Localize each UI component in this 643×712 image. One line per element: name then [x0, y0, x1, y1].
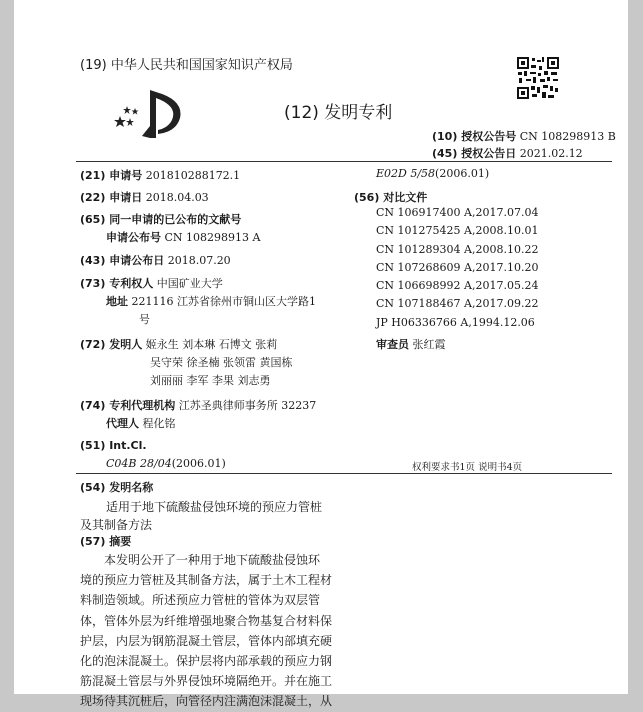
- application-number-row: [80, 167, 240, 183]
- inventors-line-2: 吴守荣 徐圣楠 张领雷 黄国栋: [150, 356, 293, 369]
- publication-date-row: [80, 252, 231, 268]
- cnipa-emblem-icon: [114, 86, 194, 140]
- pub-no-label: 申请公布号: [106, 231, 161, 244]
- reference-item: JP H06336766 A,1994.12.06: [376, 315, 535, 329]
- abstract-line: 现场待其沉桩后，向管径内注满泡沫混凝土，从: [80, 694, 333, 709]
- pub-date: 2018.07.20: [167, 254, 231, 267]
- patent-page: [14, 0, 628, 709]
- int-cl-label: (51) Int.Cl.: [80, 439, 147, 452]
- abstract-line: 化的泡沫混凝土。保护层将内部承载的预应力钢: [80, 654, 333, 669]
- inventors-label: (72) 发明人: [80, 338, 143, 351]
- title-label: (54) 发明名称: [80, 481, 154, 494]
- agent: 程化铭: [142, 417, 176, 430]
- int-cl-row: [80, 439, 147, 452]
- grant-pub-no: CN 108298913 B: [519, 130, 616, 143]
- agency: 江苏圣典律师事务所 32237: [178, 399, 317, 412]
- body-divider: [76, 473, 612, 474]
- header-divider: [76, 161, 612, 162]
- same-app-label: (65) 同一申请的已公布的文献号: [80, 213, 242, 226]
- reference-item: CN 107188467 A,2017.09.22: [376, 297, 539, 311]
- examiner-label: 审查员: [376, 338, 409, 351]
- issuing-office: (19) 中华人民共和国国家知识产权局: [80, 58, 293, 73]
- address-row: [106, 293, 316, 309]
- patentee: 中国矿业大学: [156, 277, 223, 290]
- int-cl-1: C04B 28/04: [106, 457, 172, 470]
- int-cl-2: E02D 5/58: [376, 167, 436, 180]
- reference-item: CN 101275425 A,2008.10.01: [376, 224, 539, 238]
- abstract-body: [80, 550, 332, 712]
- agency-row: [80, 397, 316, 413]
- abstract-line: 料制造领域。所述预应力管桩的管体为双层管: [80, 593, 321, 608]
- inventors-line-3: 刘丽丽 李军 李果 刘志勇: [150, 374, 271, 387]
- invention-title-line-2: 及其制备方法: [80, 518, 153, 532]
- app-no: 201810288172.1: [145, 169, 241, 182]
- address-line-2: 号: [139, 313, 150, 326]
- int-cl-2-row: [376, 167, 489, 180]
- pages-info: 权利要求书1页 说明书4页: [412, 462, 523, 473]
- same-application-row: [80, 211, 241, 227]
- reference-item: CN 101289304 A,2008.10.22: [376, 242, 539, 256]
- reference-item: CN 106917400 A,2017.07.04: [376, 206, 539, 219]
- examiner: 张红霞: [412, 338, 446, 351]
- app-no-label: (21) 申请号: [80, 169, 143, 182]
- int-cl-1-date: (2006.01): [171, 457, 226, 470]
- references-label: (56) 对比文件: [354, 191, 428, 204]
- references-list: [376, 206, 538, 334]
- address-label: 地址: [106, 295, 128, 308]
- abstract-label: (57) 摘要: [80, 535, 132, 548]
- document-kind: (12) 发明专利: [284, 103, 393, 123]
- invention-title-line-1: 适用于地下硫酸盐侵蚀环境的预应力管桩: [106, 500, 323, 514]
- grant-pub-no-label: (10) 授权公告号: [432, 130, 517, 143]
- agency-label: (74) 专利代理机构: [80, 399, 176, 412]
- pub-date-label: (43) 申请公布日: [80, 254, 165, 267]
- qr-code-icon: [516, 56, 560, 100]
- address-line-1: 221116 江苏省徐州市铜山区大学路1: [131, 295, 316, 308]
- publication-number-row: [106, 229, 260, 245]
- app-date-label: (22) 申请日: [80, 191, 143, 204]
- pub-no: CN 108298913 A: [164, 231, 261, 244]
- inventors-row: [80, 336, 277, 352]
- grant-date-label: (45) 授权公告日: [432, 147, 517, 160]
- reference-item: CN 106698992 A,2017.05.24: [376, 279, 539, 293]
- abstract-line: 本发明公开了一种用于地下硫酸盐侵蚀环: [80, 553, 321, 567]
- abstract-line: 境的预应力管桩及其制备方法，属于土木工程材: [80, 573, 333, 588]
- abstract-line: 筋混凝土管层与外界侵蚀环境隔绝开。并在施工: [80, 674, 333, 689]
- grant-pub-no-row: [432, 128, 616, 144]
- abstract-line: 体，管体外层为纤维增强地聚合物基复合材料保: [80, 613, 333, 628]
- grant-date-row: [432, 145, 583, 161]
- reference-item: CN 107268609 A,2017.10.20: [376, 260, 539, 274]
- app-date: 2018.04.03: [145, 191, 209, 204]
- application-date-row: [80, 189, 209, 205]
- agent-label: 代理人: [106, 417, 139, 430]
- abstract-line: 护层，内层为钢筋混凝土管层，管体内部填充硬: [80, 633, 333, 648]
- examiner-row: [376, 336, 446, 352]
- agent-row: [106, 415, 176, 431]
- patentee-label: (73) 专利权人: [80, 277, 154, 290]
- patentee-row: [80, 275, 223, 291]
- inventors-line-1: 姬永生 刘本琳 石博文 张莉: [145, 338, 278, 351]
- grant-date: 2021.02.12: [519, 147, 583, 160]
- int-cl-2-date: (2006.01): [435, 167, 490, 180]
- int-cl-1-row: [106, 457, 226, 470]
